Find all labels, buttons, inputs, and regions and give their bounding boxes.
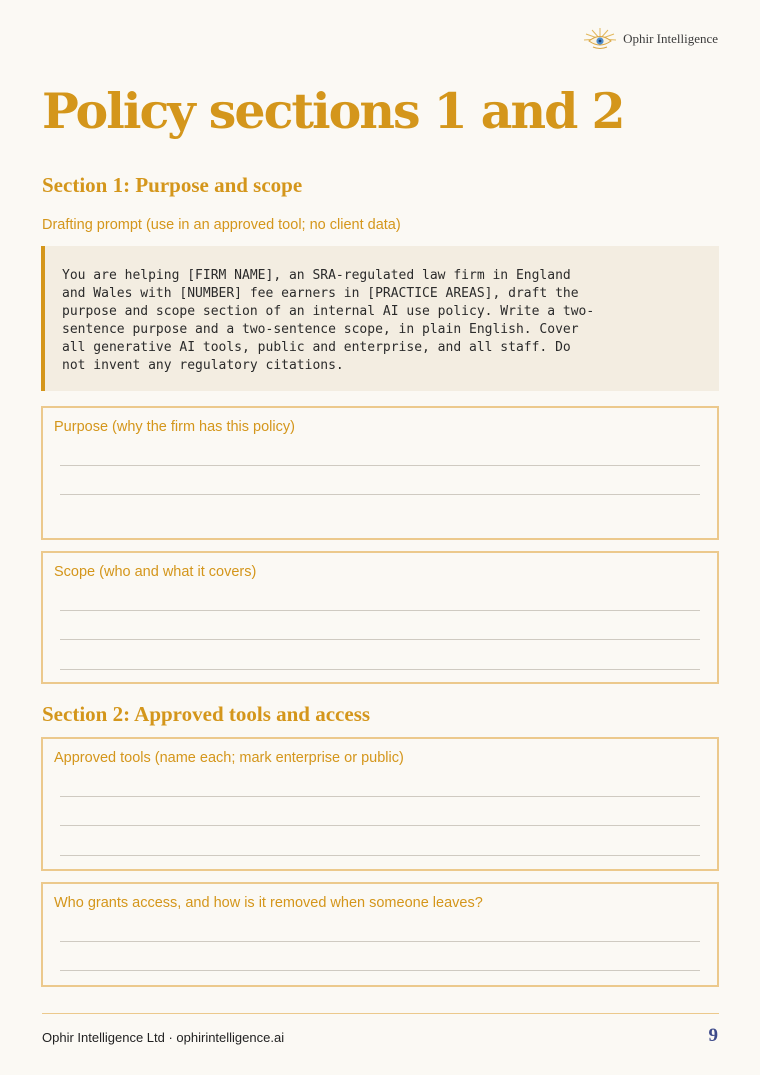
writing-line[interactable] [60,639,700,640]
drafting-prompt-box [41,246,719,391]
writing-line[interactable] [60,941,700,942]
section-2-heading: Section 2: Approved tools and access [42,702,371,726]
page-number: 9 [708,1025,718,1046]
section-1-heading: Section 1: Purpose and scope [42,173,303,197]
writing-line[interactable] [60,610,700,611]
page-title: Policy sections 1 and 2 [42,82,624,140]
writing-line[interactable] [60,494,700,495]
approved-tools-field-label: Approved tools (name each; mark enterprise or public) [54,750,404,766]
writing-line[interactable] [60,669,700,670]
header-brand [583,27,718,51]
drafting-prompt-label: Drafting prompt (use in an approved tool; no client data) [42,217,401,233]
prompt-line: not invent any regulatory citations. [62,358,344,373]
brand-name: Ophir Intelligence [623,31,718,46]
scope-field[interactable] [41,551,719,684]
prompt-line: purpose and scope section of an internal AI use policy. Write a two- [62,304,595,319]
footer-divider [42,1013,719,1014]
access-field[interactable] [41,882,719,987]
prompt-line: all generative AI tools, public and enterprise, and all staff. Do [62,340,571,355]
prompt-line: You are helping [FIRM NAME], an SRA-regulated law firm in England [62,268,571,283]
approved-tools-field[interactable] [41,737,719,871]
writing-line[interactable] [60,855,700,856]
footer-text: Ophir Intelligence Ltd · ophirintelligence.ai [42,1030,285,1045]
purpose-field[interactable] [41,406,719,540]
scope-field-label: Scope (who and what it covers) [54,564,257,580]
writing-line[interactable] [60,465,700,466]
prompt-line: sentence purpose and a two-sentence scope, in plain English. Cover [62,322,579,337]
prompt-line: and Wales with [NUMBER] fee earners in [PRACTICE AREAS], draft the [62,286,579,301]
purpose-field-label: Purpose (why the firm has this policy) [54,419,295,435]
writing-line[interactable] [60,796,700,797]
access-field-label: Who grants access, and how is it removed when someone leaves? [54,895,483,911]
sun-eye-logo-icon [583,27,617,51]
writing-line[interactable] [60,970,700,971]
drafting-prompt-text [62,267,699,375]
writing-line[interactable] [60,825,700,826]
